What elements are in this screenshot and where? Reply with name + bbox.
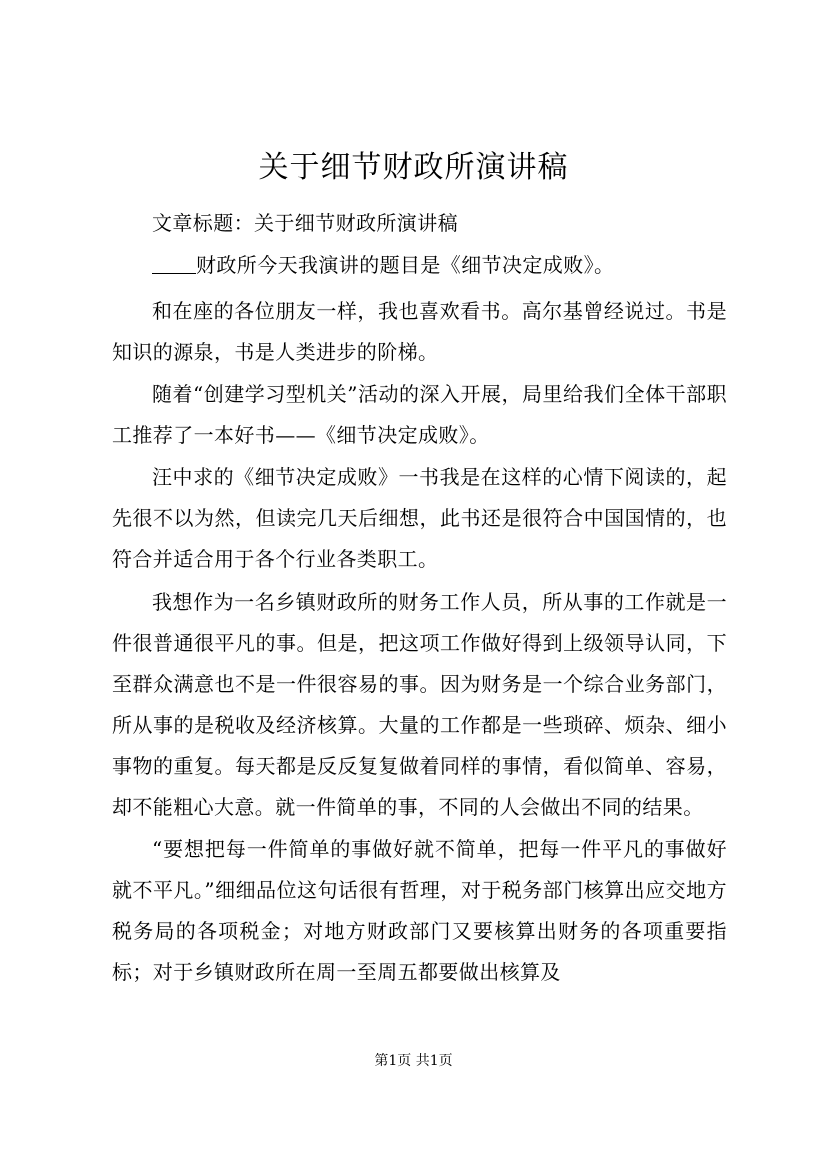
document-title: 关于细节财政所演讲稿 [258, 150, 569, 185]
page-footer: 第1页 共1页 [374, 1053, 453, 1069]
blank-underline [152, 253, 196, 274]
paragraph-3: 汪中求的《细节决定成败》一书我是在这样的心情下阅读的，起先很不以为然，但读完几天后细想，此书还是很符合中国国情的，也符合并适合用于各个行业各类职工。 [112, 465, 727, 571]
paragraph-4: 我想作为一名乡镇财政所的财务工作人员，所从事的工作就是一件很普通很平凡的事。但是，把这项工作做好得到上级领导认同，下至群众满意也不是一件很容易的事。因为财务是一个综合业务部门，所从事的是税收及经济核算。大量的工作都是一些琐碎、烦杂、细小事物的重复。每天都是反反复复做着同样的事情，看似简单、容易，却不能粗心大意。就一件简单的事，不同的人会做出不同的结果。 [112, 590, 727, 819]
article-title-line: 文章标题：关于细节财政所演讲稿 [152, 211, 458, 235]
paragraph-2: 随着“创建学习型机关”活动的深入开展，局里给我们全体干部职工推荐了一本好书——《细节决定成败》。 [112, 382, 727, 447]
intro-text: 财政所今天我演讲的题目是《细节决定成败》。 [196, 253, 615, 277]
document-body [112, 200, 727, 993]
paragraph-5: “要想把每一件简单的事做好就不简单，把每一件平凡的事做好就不平凡。”细细品位这句话很有哲理，对于税务部门核算出应交地方税务局的各项税金；对地方财政部门又要核算出财务的各项重要指标；对于乡镇财政所在周一至周五都要做出核算及 [112, 837, 727, 984]
intro-paragraph [112, 245, 727, 286]
paragraph-1: 和在座的各位朋友一样，我也喜欢看书。高尔基曾经说过。书是知识的源泉，书是人类进步的阶梯。 [112, 299, 727, 364]
